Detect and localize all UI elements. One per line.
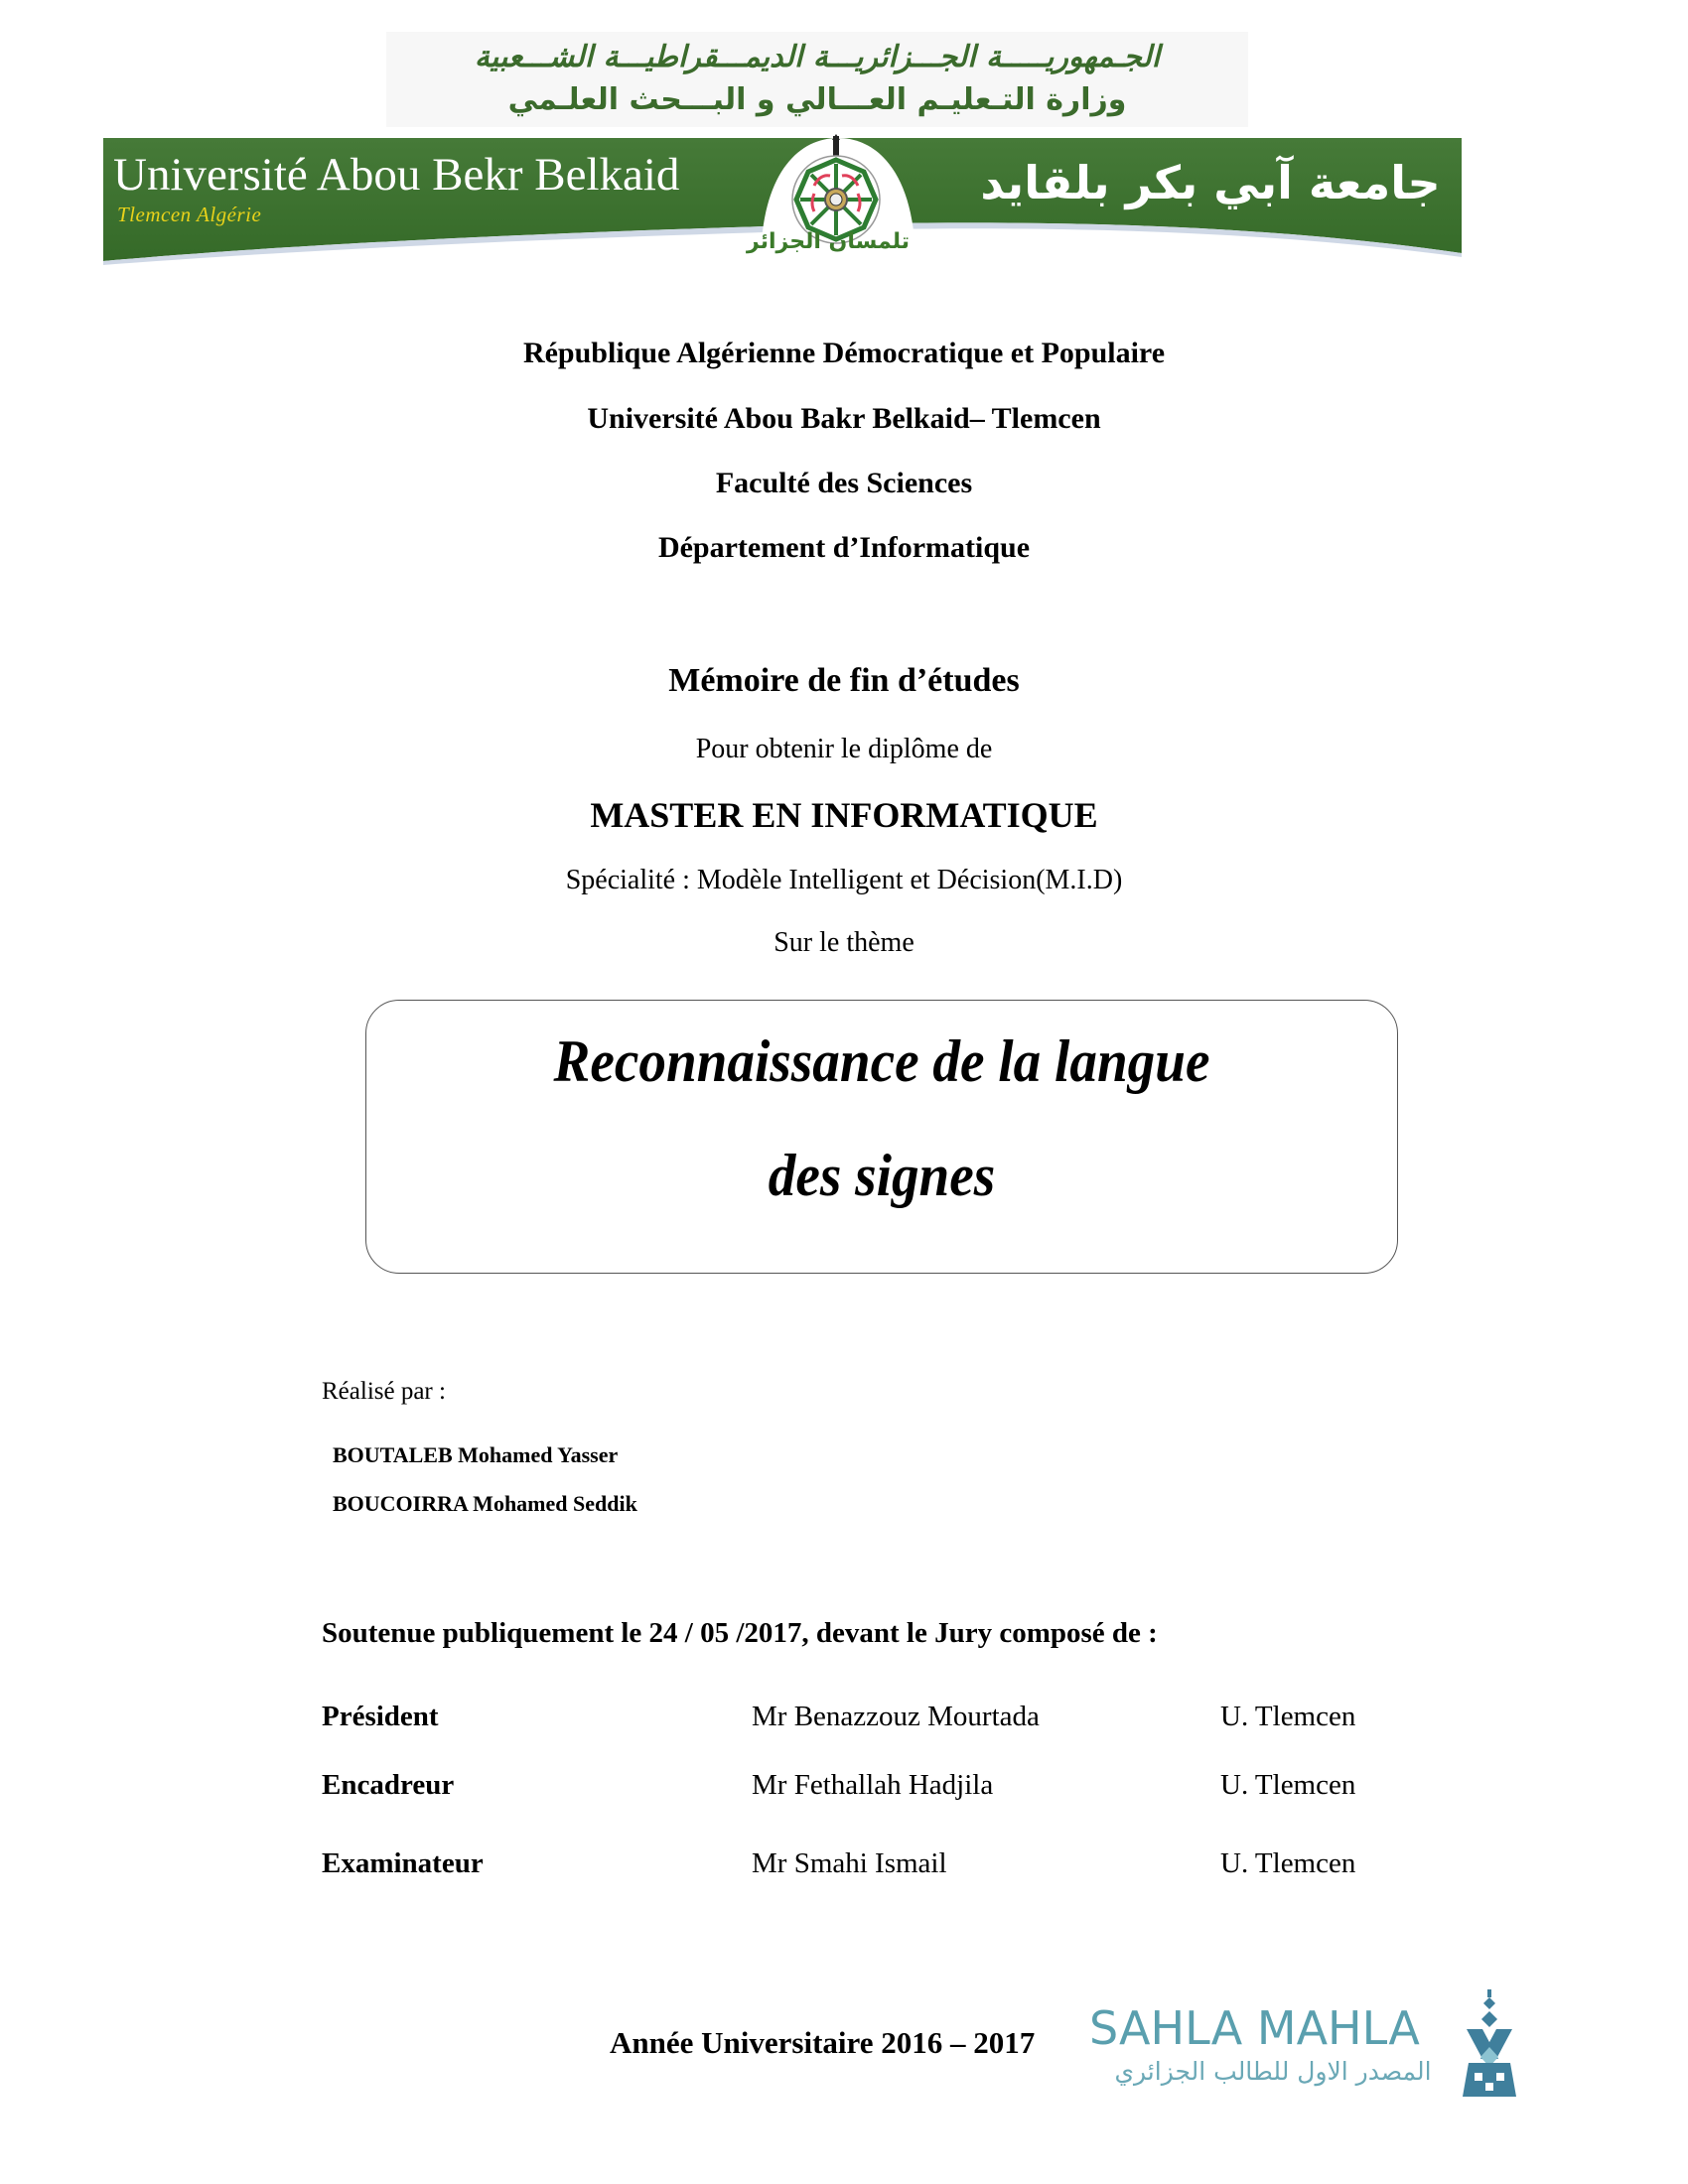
author-name: BOUTALEB Mohamed Yasser (333, 1442, 619, 1467)
specialty: Spécialité : Modèle Intelligent et Décision(M.I.D) (565, 865, 1123, 895)
banner-location: Tlemcen Algérie (117, 203, 262, 226)
authors-label: Réalisé par : (322, 1378, 446, 1405)
emblem-caption-arabic: تلمسان الجزائر (747, 229, 910, 254)
faculty-name: Faculté des Sciences (715, 467, 973, 499)
jury-member-institution: U. Tlemcen (1220, 1701, 1356, 1732)
banner-university-name: Université Abou Bekr Belkaid (113, 149, 680, 201)
defense-statement: Soutenue publiquement le 24 / 05 /2017, devant le Jury composé de : (322, 1617, 1158, 1649)
jury-role: Président (322, 1701, 439, 1732)
sahla-mahla-logo-icon (1459, 1989, 1520, 2114)
thesis-title-line-2: des signes (768, 1143, 996, 1208)
university-name: Université Abou Bakr Belkaid– Tlemcen (587, 402, 1101, 435)
jury-member-name: Mr Smahi Ismail (752, 1847, 947, 1879)
republic-name: République Algérienne Démocratique et Populaire (522, 337, 1166, 369)
thesis-purpose: Pour obtenir le diplôme de (695, 734, 993, 764)
department-name: Département d’Informatique (657, 531, 1031, 564)
jury-member-name: Mr Benazzouz Mourtada (752, 1701, 1040, 1732)
watermark-tagline-arabic: المصدر الاول للطالب الجزائري (1114, 2057, 1432, 2086)
academic-year: Année Universitaire 2016 – 2017 (610, 2025, 1036, 2060)
banner-university-name-arabic: جامعة آبي بكر بلقايد (980, 156, 1441, 209)
thesis-title-box (365, 1000, 1398, 1274)
jury-role: Encadreur (322, 1769, 455, 1801)
thesis-title-line-1: Reconnaissance de la langue (553, 1028, 1210, 1094)
sahla-mahla-watermark (1089, 1995, 1536, 2105)
thesis-type: Mémoire de fin d’études (668, 662, 1020, 699)
author-name: BOUCOIRRA Mohamed Seddik (333, 1491, 637, 1516)
theme-intro: Sur le thème (774, 927, 914, 958)
ministry-header-arabic (386, 32, 1248, 127)
jury-member-name: Mr Fethallah Hadjila (752, 1769, 994, 1801)
university-banner (103, 134, 1462, 265)
republic-name-arabic: الجـمهوريـــــة الجـــزائريـــة الديمـــقراطيـــة الشـــعبية (474, 40, 1161, 74)
watermark-brand: SAHLA MAHLA (1089, 2001, 1420, 2055)
ministry-name-arabic: وزارة التـعليـم العـــالي و البـــحث العلـمي (507, 82, 1127, 117)
jury-member-institution: U. Tlemcen (1220, 1769, 1356, 1801)
jury-member-institution: U. Tlemcen (1220, 1847, 1356, 1879)
jury-role: Examinateur (322, 1847, 484, 1879)
degree-name: MASTER EN INFORMATIQUE (590, 795, 1098, 835)
